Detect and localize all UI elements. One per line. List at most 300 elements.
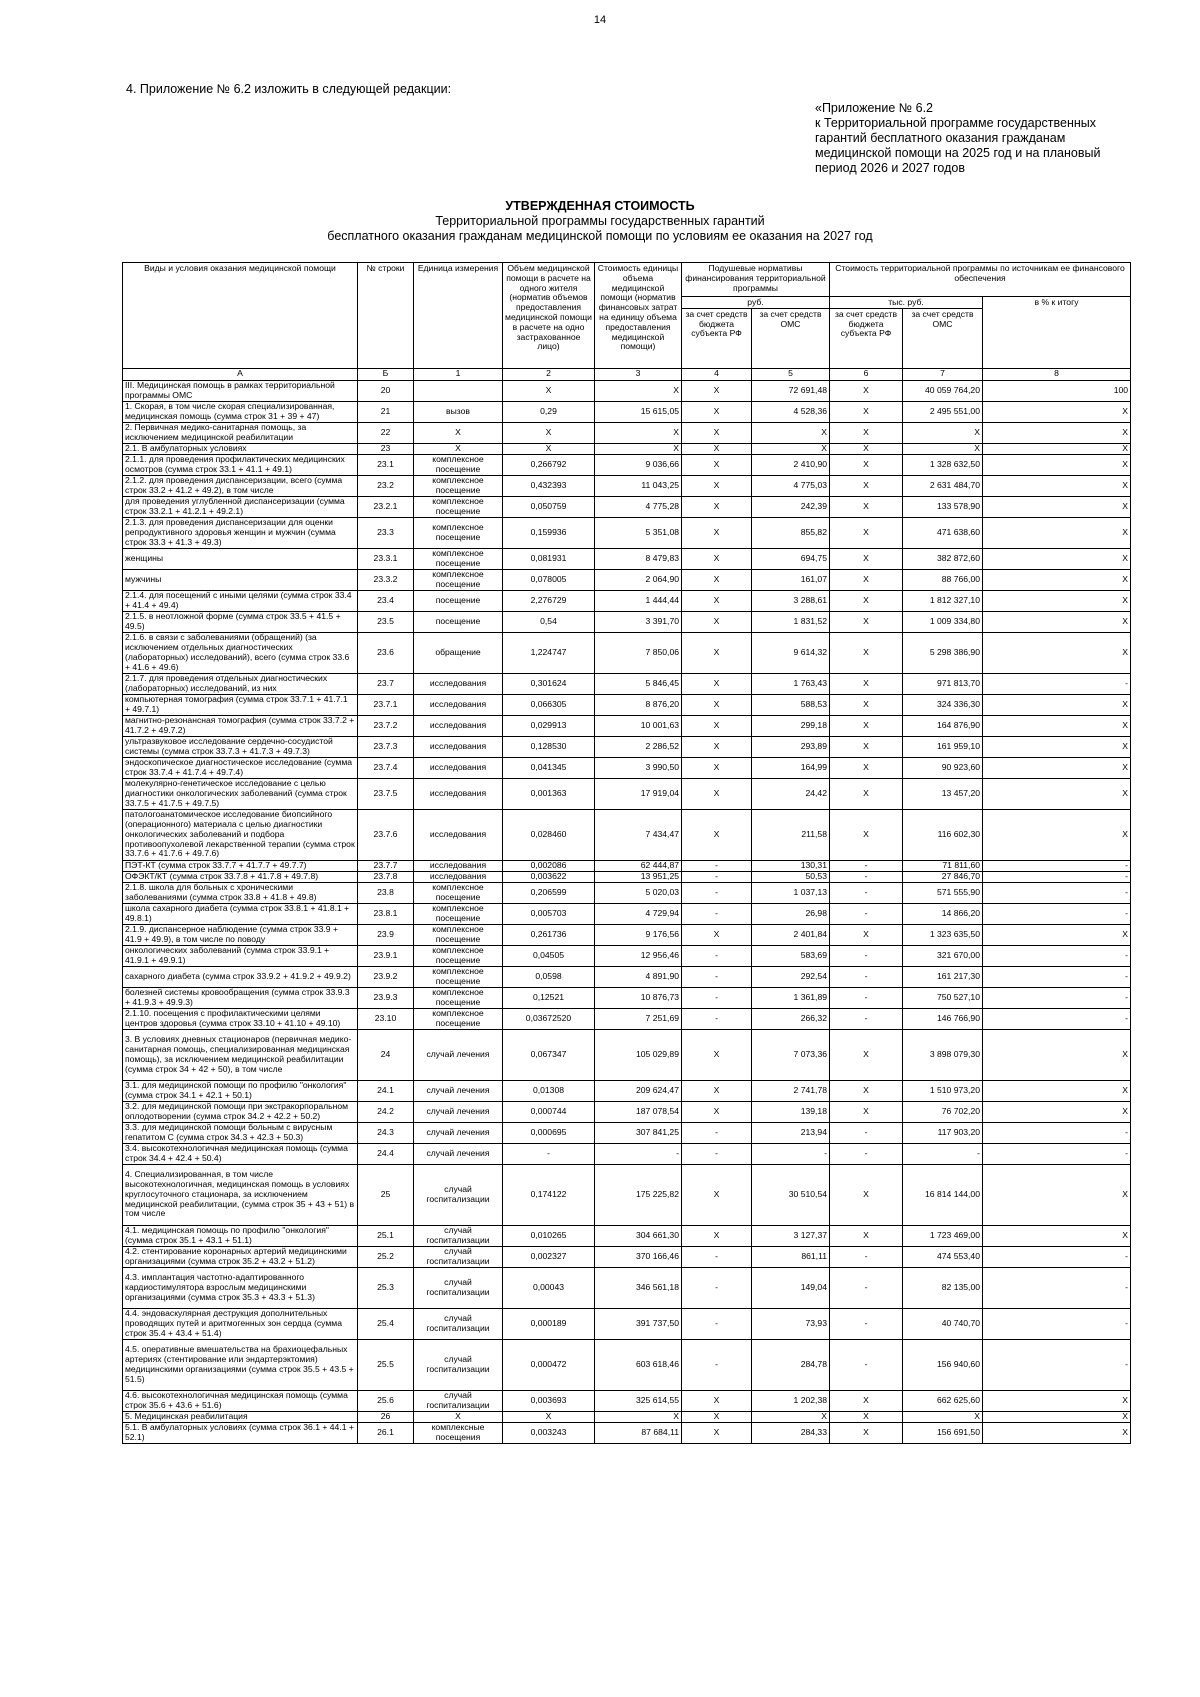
annex-line: гарантий бесплатного оказания гражданам: [815, 131, 1066, 145]
row-number: 23.4: [358, 590, 414, 611]
row-number: 25.1: [358, 1225, 414, 1246]
row-volume: 0,206599: [503, 882, 595, 903]
row-oms-total: 2 495 551,00: [903, 401, 983, 422]
row-oms-percap: 73,93: [752, 1308, 830, 1339]
row-name: 3.3. для медицинской помощи больным с вирусным гепатитом С (сумма строк 34.3 + 42.3 + 50.3): [123, 1122, 358, 1143]
row-budget-total: Х: [830, 809, 903, 860]
table-row: [123, 1008, 1131, 1029]
row-unit: исследования: [414, 809, 503, 860]
row-volume: 0,028460: [503, 809, 595, 860]
table-row: [123, 632, 1131, 673]
row-name: 2.1.6. в связи с заболеваниями (обращений) (за исключением отдельных диагностических (лабораторных) исследований), всего (сумма строк 33.6 + 41.6 + 49.6): [123, 632, 358, 673]
row-oms-total: 1 323 635,50: [903, 924, 983, 945]
row-unit-cost: 11 043,25: [595, 475, 682, 496]
row-oms-total: 27 846,70: [903, 871, 983, 882]
header-row-number: № строки: [358, 263, 414, 369]
row-budget-total: Х: [830, 517, 903, 548]
row-oms-percap: 9 614,32: [752, 632, 830, 673]
row-number: 24.3: [358, 1122, 414, 1143]
row-name: ПЭТ-КТ (сумма строк 33.7.7 + 41.7.7 + 49.7.7): [123, 860, 358, 871]
row-number: 23.2.1: [358, 496, 414, 517]
row-unit: комплексное посещение: [414, 987, 503, 1008]
table-row: [123, 757, 1131, 778]
row-budget-total: Х: [830, 569, 903, 590]
row-percent: -: [983, 987, 1131, 1008]
row-volume: 2,276729: [503, 590, 595, 611]
row-unit: комплексное посещение: [414, 924, 503, 945]
row-oms-percap: 1 202,38: [752, 1390, 830, 1411]
column-index: Б: [358, 368, 414, 380]
row-number: 23.7.6: [358, 809, 414, 860]
row-volume: 0,041345: [503, 757, 595, 778]
row-name: 4. Специализированная, в том числе высокотехнологичная, медицинская помощь в условиях круглосуточного стационара, за исключением медицинской реабилитации, (сумма строк 35 + 43 + 51) в том числе: [123, 1164, 358, 1225]
row-number: 23.7: [358, 673, 414, 694]
row-budget-total: -: [830, 1122, 903, 1143]
row-number: 23.8: [358, 882, 414, 903]
row-budget-total: Х: [830, 1101, 903, 1122]
row-unit: случай лечения: [414, 1029, 503, 1080]
row-oms-total: 71 811,60: [903, 860, 983, 871]
row-oms-percap: 266,32: [752, 1008, 830, 1029]
row-unit-cost: 9 176,56: [595, 924, 682, 945]
table-row: [123, 1029, 1131, 1080]
row-number: 25.4: [358, 1308, 414, 1339]
row-oms-total: 117 903,20: [903, 1122, 983, 1143]
row-oms-total: 382 872,60: [903, 548, 983, 569]
row-number: 20: [358, 380, 414, 401]
row-budget-percap: -: [682, 1122, 752, 1143]
row-name: 2.1.1. для проведения профилактических медицинских осмотров (сумма строк 33.1 + 41.1 + 49.1): [123, 454, 358, 475]
row-percent: Х: [983, 757, 1131, 778]
row-name: эндоскопическое диагностическое исследование (сумма строк 33.7.4 + 41.7.4 + 49.7.4): [123, 757, 358, 778]
table-row: [123, 987, 1131, 1008]
row-unit-cost: 12 956,46: [595, 945, 682, 966]
row-budget-percap: -: [682, 945, 752, 966]
row-unit: вызов: [414, 401, 503, 422]
row-percent: Х: [983, 611, 1131, 632]
row-unit: исследования: [414, 778, 503, 809]
row-budget-percap: Х: [682, 517, 752, 548]
row-budget-percap: Х: [682, 632, 752, 673]
row-percent: 100: [983, 380, 1131, 401]
row-volume: 0,002327: [503, 1246, 595, 1267]
row-volume: 0,003243: [503, 1422, 595, 1443]
row-unit: [414, 380, 503, 401]
row-number: 23.6: [358, 632, 414, 673]
row-name: ОФЭКТ/КТ (сумма строк 33.7.8 + 41.7.8 + 49.7.8): [123, 871, 358, 882]
row-volume: Х: [503, 1411, 595, 1422]
row-name: 2.1.2. для проведения диспансеризации, всего (сумма строк 33.2 + 41.2 + 49.2), в том числе: [123, 475, 358, 496]
row-budget-percap: -: [682, 1143, 752, 1164]
row-budget-total: Х: [830, 715, 903, 736]
row-volume: 0,00043: [503, 1267, 595, 1308]
row-name: молекулярно-генетическое исследование с целью диагностики онкологических заболеваний (сумма строк 33.7.5 + 41.7.5 + 49.7.5): [123, 778, 358, 809]
row-budget-percap: Х: [682, 422, 752, 443]
row-budget-total: Х: [830, 673, 903, 694]
row-unit-cost: 175 225,82: [595, 1164, 682, 1225]
row-unit-cost: Х: [595, 380, 682, 401]
row-oms-percap: 211,58: [752, 809, 830, 860]
row-volume: 0,261736: [503, 924, 595, 945]
column-index-row: [123, 368, 1131, 380]
row-budget-total: Х: [830, 1411, 903, 1422]
page-number: 14: [593, 14, 607, 26]
row-budget-percap: Х: [682, 454, 752, 475]
row-unit: комплексное посещение: [414, 569, 503, 590]
table-row: [123, 475, 1131, 496]
row-oms-total: 164 876,90: [903, 715, 983, 736]
row-number: 23.3: [358, 517, 414, 548]
row-volume: 0,010265: [503, 1225, 595, 1246]
row-percent: -: [983, 1339, 1131, 1390]
row-budget-percap: Х: [682, 757, 752, 778]
header-oms-total: за счет средств ОМС: [903, 308, 983, 368]
row-budget-percap: -: [682, 1308, 752, 1339]
row-volume: 0,266792: [503, 454, 595, 475]
row-percent: Х: [983, 475, 1131, 496]
row-budget-total: Х: [830, 475, 903, 496]
row-budget-total: Х: [830, 1029, 903, 1080]
row-name: 3.4. высокотехнологичная медицинская помощь (сумма строк 34.4 + 42.4 + 50.4): [123, 1143, 358, 1164]
row-oms-percap: 72 691,48: [752, 380, 830, 401]
table-row: [123, 496, 1131, 517]
row-number: 23.2: [358, 475, 414, 496]
row-volume: Х: [503, 443, 595, 454]
row-unit: исследования: [414, 871, 503, 882]
row-name: магнитно-резонансная томография (сумма строк 33.7.2 + 41.7.2 + 49.7.2): [123, 715, 358, 736]
header-per-capita: Подушевые нормативы финансирования территориальной программы: [682, 263, 830, 297]
row-percent: Х: [983, 517, 1131, 548]
row-oms-percap: Х: [752, 1411, 830, 1422]
row-unit-cost: 10 876,73: [595, 987, 682, 1008]
table-row: [123, 882, 1131, 903]
column-index: А: [123, 368, 358, 380]
row-unit-cost: 4 729,94: [595, 903, 682, 924]
header-volume: Объем медицинской помощи в расчете на одного жителя (норматив объемов предоставления медицинской помощи в расчете на одно застрахованное лицо): [503, 263, 595, 369]
row-unit: случай госпитализации: [414, 1308, 503, 1339]
row-unit-cost: 603 618,46: [595, 1339, 682, 1390]
document-title: УТВЕРЖДЕННАЯ СТОИМОСТЬ: [505, 199, 695, 213]
row-percent: Х: [983, 443, 1131, 454]
row-unit: случай госпитализации: [414, 1339, 503, 1390]
row-oms-total: 88 766,00: [903, 569, 983, 590]
row-unit: исследования: [414, 860, 503, 871]
row-budget-total: Х: [830, 590, 903, 611]
row-percent: -: [983, 903, 1131, 924]
row-oms-percap: 1 037,13: [752, 882, 830, 903]
row-oms-percap: 583,69: [752, 945, 830, 966]
row-oms-percap: 4 775,03: [752, 475, 830, 496]
row-oms-total: 662 625,60: [903, 1390, 983, 1411]
annex-line: к Территориальной программе государственных: [815, 116, 1096, 130]
column-index: 5: [752, 368, 830, 380]
row-budget-percap: Х: [682, 1422, 752, 1443]
row-oms-percap: 284,33: [752, 1422, 830, 1443]
annex-line: медицинской помощи на 2025 год и на плановый: [815, 146, 1101, 160]
header-budget: за счет средств бюджета субъекта РФ: [682, 308, 752, 368]
row-oms-total: 40 059 764,20: [903, 380, 983, 401]
row-budget-total: -: [830, 945, 903, 966]
row-unit: исследования: [414, 694, 503, 715]
row-oms-total: 571 555,90: [903, 882, 983, 903]
row-budget-total: Х: [830, 422, 903, 443]
row-number: 23.8.1: [358, 903, 414, 924]
row-volume: 0,54: [503, 611, 595, 632]
row-percent: Х: [983, 924, 1131, 945]
row-name: для проведения углубленной диспансеризации (сумма строк 33.2.1 + 41.2.1 + 49.2.1): [123, 496, 358, 517]
table-row: [123, 871, 1131, 882]
row-oms-total: -: [903, 1143, 983, 1164]
row-percent: -: [983, 1267, 1131, 1308]
row-number: 23.9.3: [358, 987, 414, 1008]
document-heading: [0, 199, 1200, 244]
table-row: [123, 380, 1131, 401]
row-volume: 0,003693: [503, 1390, 595, 1411]
row-oms-percap: 242,39: [752, 496, 830, 517]
row-unit: комплексное посещение: [414, 882, 503, 903]
header-unit-cost: Стоимость единицы объема медицинской помощи (норматив финансовых затрат на единицу объема предоставления медицинской помощи): [595, 263, 682, 369]
row-number: 23.1: [358, 454, 414, 475]
row-unit-cost: 3 391,70: [595, 611, 682, 632]
row-percent: Х: [983, 454, 1131, 475]
row-oms-total: 40 740,70: [903, 1308, 983, 1339]
row-unit-cost: 391 737,50: [595, 1308, 682, 1339]
row-budget-total: Х: [830, 380, 903, 401]
row-volume: 0,081931: [503, 548, 595, 569]
header-thous-rub: тыс. руб.: [830, 297, 983, 309]
row-volume: 0,159936: [503, 517, 595, 548]
document-subtitle: бесплатного оказания гражданам медицинской помощи по условиям ее оказания на 2027 год: [327, 229, 873, 243]
row-unit-cost: Х: [595, 422, 682, 443]
row-oms-total: 133 578,90: [903, 496, 983, 517]
row-oms-total: 82 135,00: [903, 1267, 983, 1308]
row-volume: 0,03672520: [503, 1008, 595, 1029]
row-budget-percap: -: [682, 882, 752, 903]
row-budget-total: -: [830, 1143, 903, 1164]
row-oms-total: 3 898 079,30: [903, 1029, 983, 1080]
column-index: 6: [830, 368, 903, 380]
row-oms-percap: 3 127,37: [752, 1225, 830, 1246]
row-budget-percap: -: [682, 871, 752, 882]
row-budget-total: Х: [830, 548, 903, 569]
row-budget-percap: -: [682, 860, 752, 871]
row-percent: Х: [983, 1422, 1131, 1443]
row-volume: Х: [503, 380, 595, 401]
column-index: 2: [503, 368, 595, 380]
row-name: 2.1. В амбулаторных условиях: [123, 443, 358, 454]
row-number: 26.1: [358, 1422, 414, 1443]
row-budget-percap: Х: [682, 1390, 752, 1411]
row-number: 23.3.2: [358, 569, 414, 590]
row-budget-total: Х: [830, 401, 903, 422]
row-budget-total: Х: [830, 632, 903, 673]
row-budget-percap: Х: [682, 778, 752, 809]
row-volume: 0,000744: [503, 1101, 595, 1122]
row-number: 21: [358, 401, 414, 422]
row-unit: комплексные посещения: [414, 1422, 503, 1443]
row-name: 1. Скорая, в том числе скорая специализированная, медицинская помощь (сумма строк 31 + 39 + 47): [123, 401, 358, 422]
table-row: [123, 517, 1131, 548]
row-unit: случай госпитализации: [414, 1225, 503, 1246]
row-unit-cost: 370 166,46: [595, 1246, 682, 1267]
row-oms-percap: Х: [752, 443, 830, 454]
row-budget-percap: Х: [682, 1080, 752, 1101]
row-number: 26: [358, 1411, 414, 1422]
table-row: [123, 860, 1131, 871]
table-row: [123, 569, 1131, 590]
row-budget-total: -: [830, 882, 903, 903]
row-percent: Х: [983, 496, 1131, 517]
header-total-cost: Стоимость территориальной программы по источникам ее финансового обеспечения: [830, 263, 1131, 297]
row-oms-percap: 1 831,52: [752, 611, 830, 632]
row-budget-total: -: [830, 987, 903, 1008]
row-budget-percap: -: [682, 966, 752, 987]
row-unit: случай лечения: [414, 1080, 503, 1101]
row-volume: 0,29: [503, 401, 595, 422]
row-oms-total: 13 457,20: [903, 778, 983, 809]
row-budget-total: Х: [830, 1422, 903, 1443]
row-oms-percap: 1 763,43: [752, 673, 830, 694]
row-unit: комплексное посещение: [414, 548, 503, 569]
row-unit-cost: 5 351,08: [595, 517, 682, 548]
row-unit: случай госпитализации: [414, 1390, 503, 1411]
row-percent: -: [983, 966, 1131, 987]
row-number: 23.7.8: [358, 871, 414, 882]
row-unit: комплексное посещение: [414, 945, 503, 966]
row-name: ультразвуковое исследование сердечно-сосудистой системы (сумма строк 33.7.3 + 41.7.3 + 49.7.3): [123, 736, 358, 757]
row-oms-percap: 50,53: [752, 871, 830, 882]
table-row: [123, 673, 1131, 694]
row-unit: случай лечения: [414, 1122, 503, 1143]
row-number: 25: [358, 1164, 414, 1225]
row-name: 2.1.5. в неотложной форме (сумма строк 33.5 + 41.5 + 49.5): [123, 611, 358, 632]
row-oms-total: Х: [903, 1411, 983, 1422]
row-name: болезней системы кровообращения (сумма строк 33.9.3 + 41.9.3 + 49.9.3): [123, 987, 358, 1008]
row-budget-percap: Х: [682, 736, 752, 757]
row-number: 23.9: [358, 924, 414, 945]
row-budget-percap: -: [682, 1339, 752, 1390]
row-oms-total: 156 940,60: [903, 1339, 983, 1390]
row-percent: -: [983, 945, 1131, 966]
row-name: 4.3. имплантация частотно-адаптированного кардиостимулятора взрослым медицинскими организациями (сумма строк 35.3 + 43.3 + 51.3): [123, 1267, 358, 1308]
row-number: 23.7.3: [358, 736, 414, 757]
row-unit-cost: 1 444,44: [595, 590, 682, 611]
row-unit-cost: 4 775,28: [595, 496, 682, 517]
row-budget-percap: Х: [682, 611, 752, 632]
row-oms-total: 2 631 484,70: [903, 475, 983, 496]
row-unit-cost: 13 951,25: [595, 871, 682, 882]
row-percent: -: [983, 1122, 1131, 1143]
row-budget-total: Х: [830, 757, 903, 778]
row-volume: 0,029913: [503, 715, 595, 736]
row-name: 4.4. эндоваскулярная деструкция дополнительных проводящих путей и аритмогенных зон сердца (сумма строк 35.4 + 43.4 + 51.4): [123, 1308, 358, 1339]
row-number: 23.5: [358, 611, 414, 632]
row-budget-percap: Х: [682, 1225, 752, 1246]
row-volume: 0,067347: [503, 1029, 595, 1080]
row-oms-percap: 694,75: [752, 548, 830, 569]
row-unit-cost: 8 876,20: [595, 694, 682, 715]
annex-line: период 2026 и 2027 годов: [815, 161, 965, 175]
row-volume: 0,432393: [503, 475, 595, 496]
row-volume: 0,12521: [503, 987, 595, 1008]
row-unit-cost: 4 891,90: [595, 966, 682, 987]
row-name: 3. В условиях дневных стационаров (первичная медико-санитарная помощь, специализированная медицинская помощь), за исключением медицинской реабилитации (сумма строк 34 + 42 + 50), в том числе: [123, 1029, 358, 1080]
row-oms-percap: 7 073,36: [752, 1029, 830, 1080]
row-unit-cost: 187 078,54: [595, 1101, 682, 1122]
row-percent: Х: [983, 548, 1131, 569]
row-oms-total: 1 812 327,10: [903, 590, 983, 611]
row-budget-percap: Х: [682, 1101, 752, 1122]
row-unit-cost: 105 029,89: [595, 1029, 682, 1080]
row-oms-percap: 213,94: [752, 1122, 830, 1143]
row-oms-percap: 2 741,78: [752, 1080, 830, 1101]
row-oms-total: 161 217,30: [903, 966, 983, 987]
row-unit-cost: 87 684,11: [595, 1422, 682, 1443]
column-index: 7: [903, 368, 983, 380]
row-number: 24: [358, 1029, 414, 1080]
row-oms-percap: 24,42: [752, 778, 830, 809]
row-percent: -: [983, 871, 1131, 882]
row-number: 25.5: [358, 1339, 414, 1390]
row-name: 5. Медицинская реабилитация: [123, 1411, 358, 1422]
row-percent: Х: [983, 590, 1131, 611]
row-name: 2.1.7. для проведения отдельных диагностических (лабораторных) исследований, из них: [123, 673, 358, 694]
row-unit-cost: Х: [595, 443, 682, 454]
row-number: 23.3.1: [358, 548, 414, 569]
row-unit: комплексное посещение: [414, 903, 503, 924]
row-percent: Х: [983, 1029, 1131, 1080]
row-unit-cost: 5 020,03: [595, 882, 682, 903]
row-unit: исследования: [414, 736, 503, 757]
row-oms-total: 16 814 144,00: [903, 1164, 983, 1225]
row-unit: комплексное посещение: [414, 517, 503, 548]
row-oms-total: 474 553,40: [903, 1246, 983, 1267]
row-volume: 0,01308: [503, 1080, 595, 1101]
row-budget-percap: -: [682, 903, 752, 924]
table-row: [123, 694, 1131, 715]
row-budget-total: Х: [830, 496, 903, 517]
row-percent: -: [983, 1008, 1131, 1029]
row-budget-total: Х: [830, 443, 903, 454]
row-oms-percap: 861,11: [752, 1246, 830, 1267]
table-row: [123, 401, 1131, 422]
row-oms-total: 1 510 973,20: [903, 1080, 983, 1101]
row-unit: случай госпитализации: [414, 1267, 503, 1308]
row-budget-total: -: [830, 1308, 903, 1339]
row-oms-total: Х: [903, 422, 983, 443]
row-budget-total: Х: [830, 1225, 903, 1246]
row-percent: Х: [983, 778, 1131, 809]
row-oms-percap: 161,07: [752, 569, 830, 590]
header-percent: в % к итогу: [983, 297, 1131, 369]
row-budget-percap: Х: [682, 1029, 752, 1080]
header-unit: Единица измерения: [414, 263, 503, 369]
row-oms-percap: 293,89: [752, 736, 830, 757]
table-row: [123, 1422, 1131, 1443]
row-oms-total: 750 527,10: [903, 987, 983, 1008]
row-volume: 0,301624: [503, 673, 595, 694]
row-number: 24.4: [358, 1143, 414, 1164]
row-unit: комплексное посещение: [414, 475, 503, 496]
row-percent: -: [983, 1143, 1131, 1164]
row-number: 25.3: [358, 1267, 414, 1308]
row-number: 25.2: [358, 1246, 414, 1267]
row-percent: Х: [983, 1390, 1131, 1411]
annex-reference: [815, 101, 1145, 176]
row-percent: Х: [983, 1411, 1131, 1422]
table-row: [123, 1122, 1131, 1143]
table-row: [123, 924, 1131, 945]
